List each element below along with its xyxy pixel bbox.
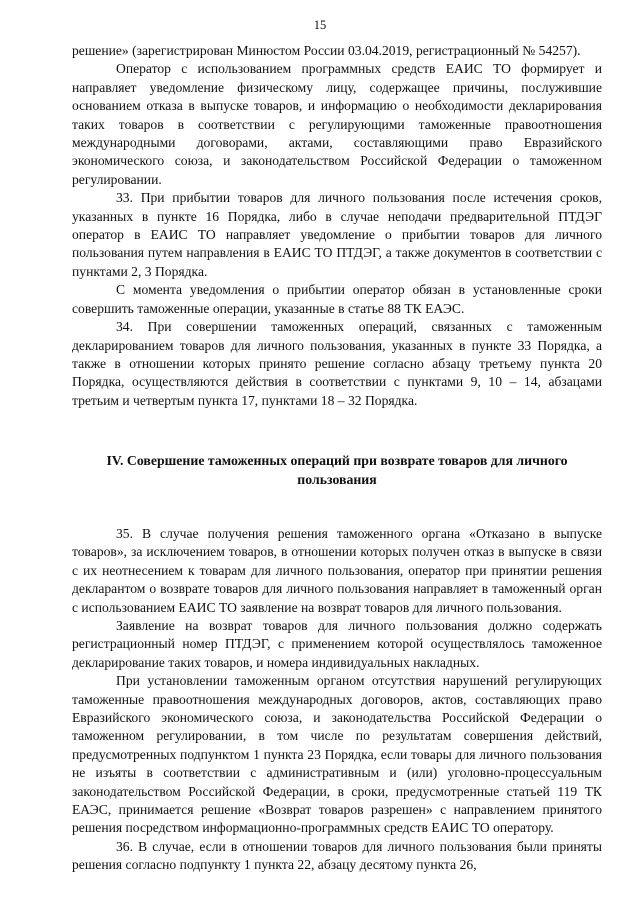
paragraph-return-decision: При установлении таможенным органом отсутствия нарушений регулирующих таможенные правоотношения международных договоров, актов, составляющих право Евразийского экономического союза, и законодательства Российской Федерации о таможенном регулировании, в том числе по результатам совершения действий, предусмотренных подпунктом 1 пункта 23 Порядка, если товары для личного пользования не изъяты в соответствии с административным и (или) уголовно-процессуальным законодательством Российской Федерации, в сроки, предусмотренные статьей 119 ТК ЕАЭС, принимается решение «Возврат товаров разрешен» с направлением принятого решения посредством информационно-программных средств ЕАИС ТО оператору. — [72, 673, 602, 836]
paragraph-return-application: Заявление на возврат товаров для личного пользования должно содержать регистрационный номер ПТДЭГ, с применением которой осуществлялось таможенное декларирование таких товаров, и номера индивидуальных накладных. — [72, 617, 602, 670]
page-number: 15 — [313, 18, 327, 32]
paragraph-35: 35. В случае получения решения таможенного органа «Отказано в выпуске товаров», за исключением товаров, в отношении которых получен отказ в выпуске в связи с их неотнесением к товарам для личного пользования, оператор при принятии решения декларантом о возврате товаров для личного пользования направляет в таможенный орган с использованием ЕАИС ТО заявление на возврат товаров для личного пользования. — [72, 525, 602, 615]
paragraph-continuation: решение» (зарегистрирован Минюстом России 03.04.2019, регистрационный № 54257). — [72, 43, 581, 58]
paragraph-36: 36. В случае, если в отношении товаров для личного пользования были приняты решения согласно подпункту 1 пункта 22, абзацу десятому пункта 26, — [72, 838, 602, 873]
document-body — [72, 42, 602, 875]
paragraph-arrival-notice: С момента уведомления о прибытии оператор обязан в установленные сроки совершить таможенные операции, указанные в статье 88 ТК ЕАЭС. — [72, 282, 602, 316]
paragraph-operator-notice: Оператор с использованием программных средств ЕАИС ТО формирует и направляет уведомление физическому лицу, содержащее причины, послужившие основанием отказа в выпуске товаров, и информацию о необходимости декларирования таких товаров в соответствии с регулирующими таможенные правоотношения международными договорами, актами, составляющими право Евразийского экономического союза, и законодательством Российской Федерации о таможенном регулировании. — [72, 61, 602, 187]
paragraph-34: 34. При совершении таможенных операций, связанных с таможенным декларированием товаров для личного пользования, указанных в пункте 33 Порядка, а также в отношении которых принято решение согласно абзацу третьему пункта 20 Порядка, осуществляются действия в соответствии с пунктами 9, 10 – 14, абзацами третьим и четвертым пункта 17, пунктами 18 – 32 Порядка. — [72, 319, 602, 408]
paragraph-33: 33. При прибытии товаров для личного пользования после истечения сроков, указанных в пункте 16 Порядка, либо в случае неподачи предварительной ПТДЭГ оператор в ЕАИС ТО направляет уведомление о прибытии товаров для личного пользования путем направления в ЕАИС ТО ПТДЭГ, а также документов в соответствии с пунктами 2, 3 Порядка. — [72, 190, 602, 279]
section-heading-iv: IV. Совершение таможенных операций при возврате товаров для личного пользования — [106, 453, 568, 487]
